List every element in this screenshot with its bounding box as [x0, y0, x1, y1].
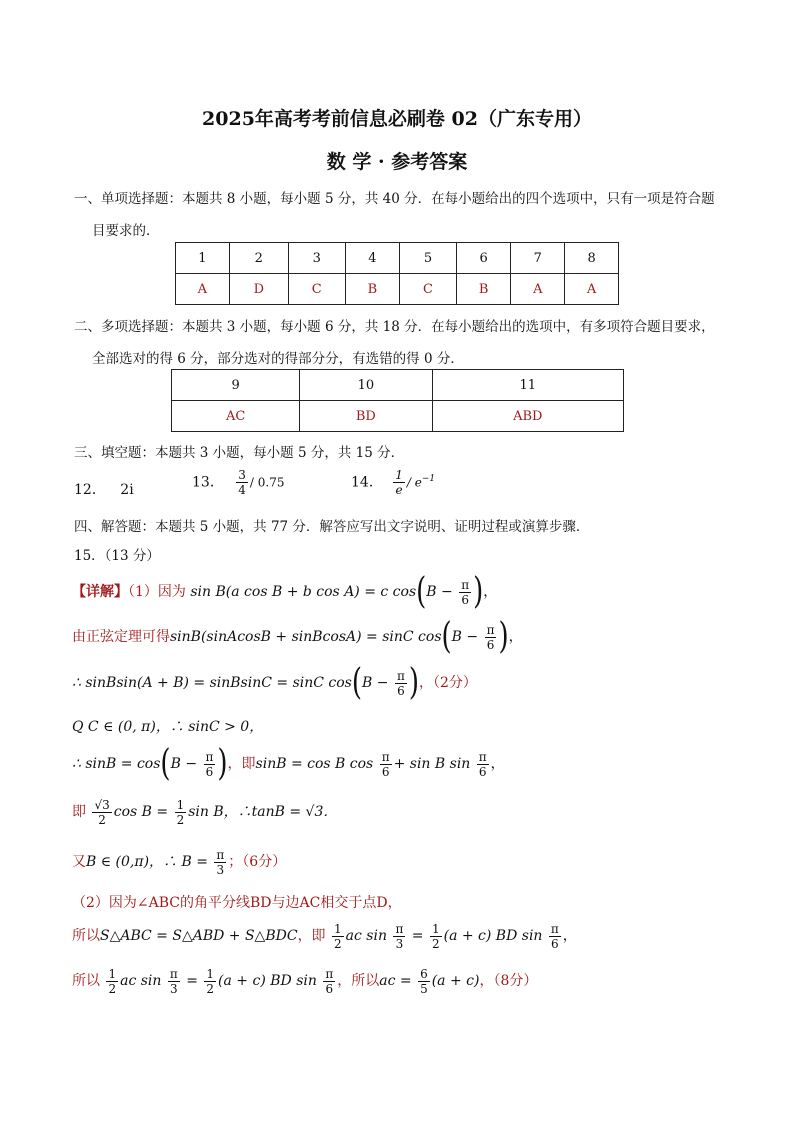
q12-answer-line	[74, 479, 134, 499]
fraction-pi-3: $\frac{\pi}{3}$	[216, 847, 225, 877]
table-row	[176, 243, 619, 274]
table-cell: BD	[300, 401, 432, 432]
fraction-6-5: $\frac{6}{5}$	[420, 966, 428, 996]
section2-heading-cont: 全部选对的得 6 分，部分选对的得部分分，有选错的得 0 分．	[92, 351, 464, 367]
solution-line-9: 所以S△ABC = S△ABD + S△BDC，即 $\frac{1}{2}$ ac sin $\frac{\pi}{3}$ = $\frac{1}{2}$ (a + c) BD sin $\frac{\pi}{6}$ ，	[72, 921, 577, 951]
table-cell: 11	[432, 370, 624, 401]
q12-label: 12．	[74, 482, 106, 498]
solution-line-6: 即 $\frac{√3}{2}$ cos B = $\frac{1}{2}$ sin B，∴tanB = √3．	[72, 797, 338, 827]
solution-line-3: ∴ sinBsin(A + B) = sinBsinC = sinC cos(B − $\frac{\pi}{6}$ )，（2分）	[72, 662, 477, 704]
math-expression: ∴ sinB = cos	[72, 756, 161, 772]
fraction-1-2: $\frac{1}{2}$	[431, 921, 440, 951]
section1-heading-cont: 目要求的．	[92, 223, 160, 239]
solution-line-5: ∴ sinB = cos(B − $\frac{\pi}{6}$ )，即sinB = cos B cos $\frac{\pi}{6}$ + sin B sin $\frac{\pi}{6}$ ，	[72, 743, 505, 785]
table-cell: B	[345, 274, 400, 305]
math-expression: sin B(a cos B + b cos A) = c cos	[190, 584, 417, 600]
section1-heading: 一、单项选择题：本题共 8 小题，每小题 5 分，共 40 分．在每小题给出的四个选项中，只有一项是符合题	[74, 191, 715, 207]
table-cell: 5	[400, 243, 457, 274]
math-expression: ∴ sinBsin(A + B) = sinBsinC = sinC cos	[72, 675, 352, 691]
fraction-pi-6: $\frac{\pi}{6}$	[205, 749, 214, 779]
score-note: ，（8分）	[479, 973, 538, 989]
fraction-pi-3: $\frac{\pi}{3}$	[395, 921, 404, 951]
fraction-pi-3: $\frac{\pi}{3}$	[169, 966, 178, 996]
fraction-sqrt3-2: $\frac{√3}{2}$	[94, 797, 110, 827]
table-cell: 3	[288, 243, 345, 274]
fraction-numerator: 3	[238, 468, 246, 482]
table-cell: A	[176, 274, 230, 305]
q13-fraction	[236, 468, 248, 497]
fraction-pi-6: $\frac{\pi}{6}$	[381, 749, 390, 779]
math-expression: B −	[426, 584, 453, 600]
fraction-pi-6: $\frac{\pi}{6}$	[486, 622, 495, 652]
fraction-denominator: 4	[238, 483, 246, 497]
fraction-denominator: e	[395, 483, 403, 497]
q13-answer-line	[192, 468, 285, 497]
q14-exponent: −1	[421, 473, 436, 484]
table-cell: 1	[176, 243, 230, 274]
q13-label: 13．	[192, 474, 224, 491]
section2-answer-table	[171, 369, 624, 432]
table-cell: AC	[172, 401, 300, 432]
solution-line-1: 【详解】（1）因为 sin B(a cos B + b cos A) = c cos(B − $\frac{\pi}{6}$ )，	[72, 571, 498, 613]
table-cell: A	[511, 274, 565, 305]
table-cell: 6	[456, 243, 511, 274]
solution-line2-prefix: 由正弦定理可得	[72, 629, 170, 645]
math-expression: Q C ∈ (0, π)，∴ sinC > 0，	[72, 719, 264, 735]
table-row	[172, 401, 624, 432]
q14-answer-line	[351, 468, 435, 497]
page-subtitle: 数 学 · 参考答案	[326, 151, 468, 173]
table-cell: D	[229, 274, 288, 305]
solution-line-7: 又B ∈ (0,π)，∴ B = $\frac{\pi}{3}$ ；（6分）	[72, 847, 287, 877]
table-cell: 10	[300, 370, 432, 401]
solution-line-4	[72, 716, 263, 736]
q12-answer: 2i	[120, 482, 134, 498]
q14-alt: / e	[406, 475, 422, 490]
table-cell: ABD	[432, 401, 624, 432]
table-cell: 8	[565, 243, 619, 274]
table-cell: C	[400, 274, 457, 305]
math-expression: sinB(sinAcosB + sinBcosA) = sinC cos	[170, 629, 442, 645]
fraction-numerator: 1	[395, 468, 403, 482]
fraction-pi-6: $\frac{\pi}{6}$	[325, 966, 334, 996]
score-note: ，（2分）	[419, 675, 477, 691]
section1-answer-table	[175, 242, 619, 305]
solution-line-10: 所以 $\frac{1}{2}$ ac sin $\frac{\pi}{3}$ = $\frac{1}{2}$ (a + c) BD sin $\frac{\pi}{6}$ ，所以ac = $\frac{6}{5}$ (a + c)，（8分）	[72, 966, 538, 996]
table-cell: 7	[511, 243, 565, 274]
fraction-1-2: $\frac{1}{2}$	[334, 921, 342, 951]
section3-heading: 三、填空题：本题共 3 小题，每小题 5 分，共 15 分．	[74, 445, 405, 461]
fraction-pi-6: $\frac{\pi}{6}$	[396, 668, 405, 698]
q13-alt: / 0.75	[249, 475, 285, 490]
table-cell: 4	[345, 243, 400, 274]
table-cell: B	[456, 274, 511, 305]
table-cell: 2	[229, 243, 288, 274]
table-row	[172, 370, 624, 401]
table-row	[176, 274, 619, 305]
q15-label: 15．（13 分）	[74, 548, 160, 564]
section2-heading: 二、多项选择题：本题共 3 小题，每小题 6 分，共 18 分．在每小题给出的选项中，有多项符合题目要求，	[74, 319, 715, 335]
solution-tag: 【详解】	[72, 584, 128, 600]
q14-label: 14．	[351, 474, 383, 491]
page-title: 2025年高考考前信息必刷卷 02（广东专用）	[202, 108, 592, 130]
section4-heading: 四、解答题：本题共 5 小题，共 77 分．解答应写出文字说明、证明过程或演算步骤．	[74, 519, 590, 535]
fraction-1-2: $\frac{1}{2}$	[108, 966, 117, 996]
q14-fraction	[393, 468, 405, 497]
fraction-pi-6: $\frac{\pi}{6}$	[550, 921, 559, 951]
fraction-pi-6: $\frac{\pi}{6}$	[461, 577, 470, 607]
table-cell: C	[288, 274, 345, 305]
solution-line-2: 由正弦定理可得sinB(sinAcosB + sinBcosA) = sinC cos(B − $\frac{\pi}{6}$ )，	[72, 616, 523, 658]
table-cell: 9	[172, 370, 300, 401]
solution-line-8: （2）因为∠ABC的角平分线BD与边AC相交于点D，	[72, 895, 402, 911]
solution-part1-prefix: （1）因为	[128, 584, 186, 600]
table-cell: A	[565, 274, 619, 305]
fraction-pi-6: $\frac{\pi}{6}$	[478, 749, 487, 779]
fraction-1-2: $\frac{1}{2}$	[206, 966, 215, 996]
fraction-1-2: $\frac{1}{2}$	[176, 797, 185, 827]
score-note: ；（6分）	[228, 854, 287, 870]
